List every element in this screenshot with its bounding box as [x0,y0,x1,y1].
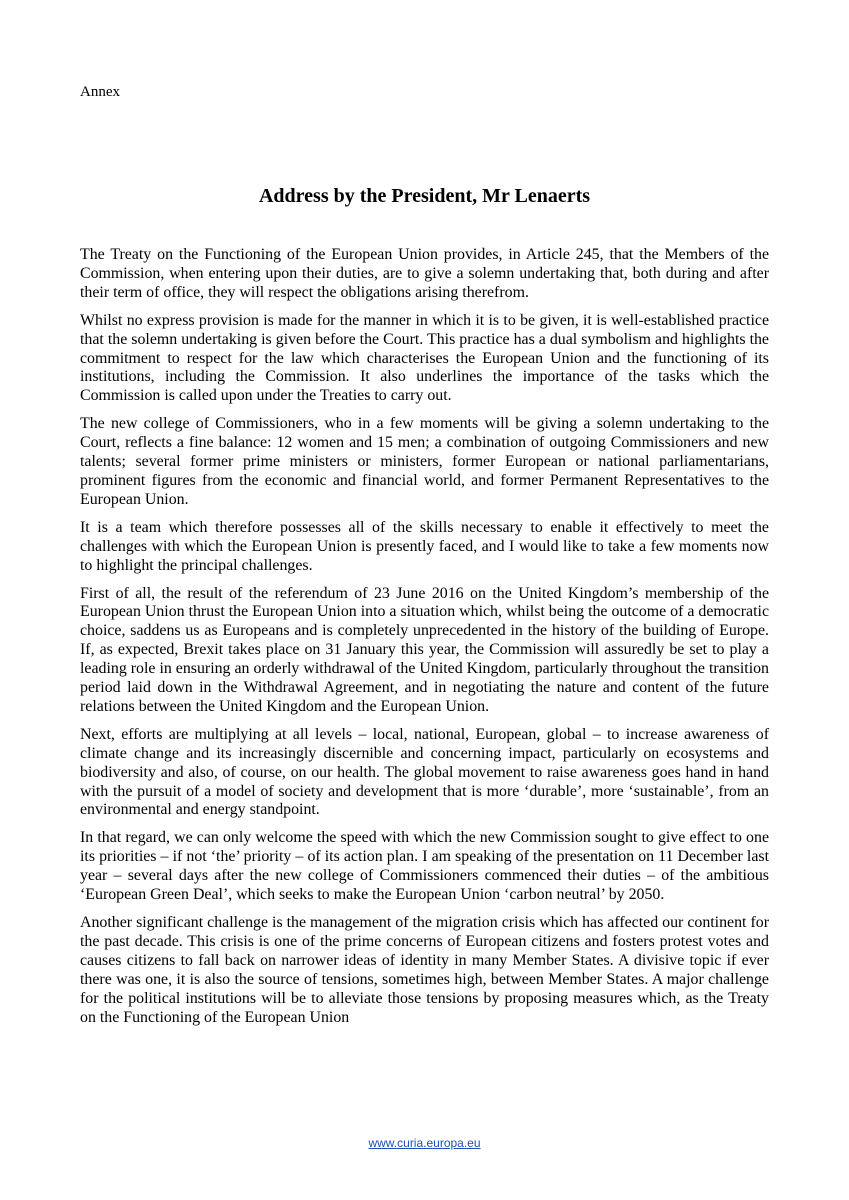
body-text [80,246,769,1036]
document-title: Address by the President, Mr Lenaerts [258,185,591,207]
paragraph-7: In that regard, we can only welcome the speed with which the new Commission sought to give effect to one its priorities – if not ‘the’ priority – of its action plan. I am speaking of the presentation on 11 December last year – several days after the new college of Commissioners commenced their duties – of the ambitious ‘European Green Deal’, which seeks to make the European Union ‘carbon neutral’ by 2050. [80,829,769,904]
paragraph-1: The Treaty on the Functioning of the European Union provides, in Article 245, that the Members of the Commission, when entering upon their duties, are to give a solemn undertaking that, both during and after their term of office, they will respect the obligations arising therefrom. [80,246,769,301]
paragraph-2: Whilst no express provision is made for the manner in which it is to be given, it is well-established practice that the solemn undertaking is given before the Court. This practice has a dual symbolism and highlights the commitment to respect for the law which characterises the European Union and the functioning of its institutions, including the Commission. It also underlines the importance of the tasks which the Commission is called upon under the Treaties to carry out. [80,311,769,405]
paragraph-8: Another significant challenge is the management of the migration crisis which has affected our continent for the past decade. This crisis is one of the prime concerns of European citizens and fosters protest votes and causes citizens to fall back on narrower ideas of identity in many Member States. A divisive topic if ever there was one, it is also the source of tensions, sometimes high, between Member States. A major challenge for the political institutions will be to alleviate those tensions by proposing measures which, as the Treaty on the Functioning of the European Union [80,914,769,1026]
paragraph-3: The new college of Commissioners, who in a few moments will be giving a solemn undertaking to the Court, reflects a fine balance: 12 women and 15 men; a combination of outgoing Commissioners and new talents; several former prime ministers or ministers, former European or national parliamentarians, prominent figures from the economic and financial world, and former Permanent Representatives to the European Union. [80,415,769,508]
curia-website-link[interactable]: www.curia.europa.eu [368,1136,481,1150]
annex-label: Annex [80,84,120,100]
paragraph-4: It is a team which therefore possesses all of the skills necessary to enable it effectively to meet the challenges with which the European Union is presently faced, and I would like to take a few moments now to highlight the principal challenges. [80,518,769,574]
page-footer [0,1136,849,1150]
paragraph-5: First of all, the result of the referendum of 23 June 2016 on the United Kingdom’s membership of the European Union thrust the European Union into a situation which, whilst being the outcome of a democratic choice, saddens us as Europeans and is completely unprecedented in the history of the building of Europe. If, as expected, Brexit takes place on 31 January this year, the Commission will assuredly be set to play a leading role in ensuring an orderly withdrawal of the United Kingdom, particularly throughout the transition period laid down in the Withdrawal Agreement, and in negotiating the nature and content of the future relations between the United Kingdom and the European Union. [80,584,769,715]
paragraph-6: Next, efforts are multiplying at all levels – local, national, European, global – to increase awareness of climate change and its increasingly discernible and concerning impact, particularly on ecosystems and biodiversity and also, of course, on our health. The global movement to raise awareness goes hand in hand with the pursuit of a model of society and development that is more ‘durable’, more ‘sustainable’, from an environmental and energy standpoint. [80,725,769,819]
